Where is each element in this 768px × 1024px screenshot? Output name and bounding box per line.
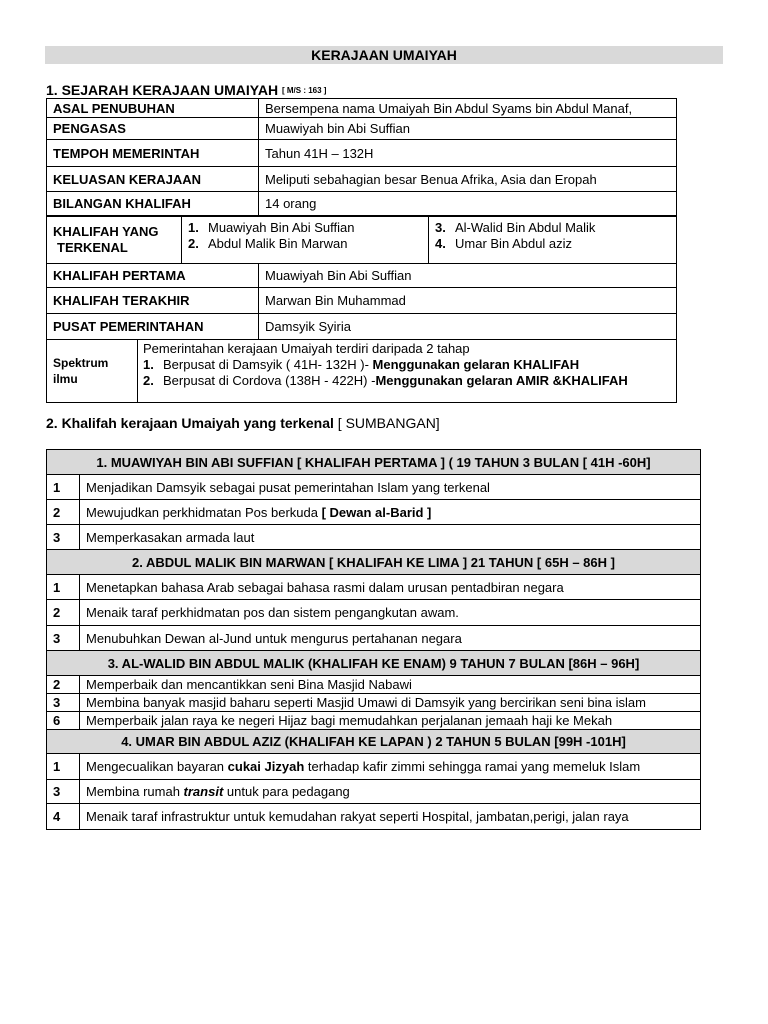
info-value: Meliputi sebahagian besar Benua Afrika, Asia dan Eropah	[259, 167, 677, 192]
contribution-text: Menaik taraf infrastruktur untuk kemudahan rakyat seperti Hospital, jambatan,perigi, jalan raya	[80, 804, 701, 830]
khalifah-terkenal-key: KHALIFAH YANG TERKENAL	[47, 217, 182, 264]
contribution-text: Membina rumah transit untuk para pedagang	[80, 780, 701, 804]
khalifah-group-header: 4. UMAR BIN ABDUL AZIZ (KHALIFAH KE LAPAN ) 2 TAHUN 5 BULAN [99H -101H]	[47, 730, 701, 754]
info-row	[47, 167, 677, 192]
info-row	[47, 288, 677, 314]
section1-page-ref: [ M/S : 163 ]	[281, 86, 327, 95]
table-row: 2 Menaik taraf perkhidmatan pos dan sistem pengangkutan awam.	[47, 600, 701, 626]
contribution-text: Memperbaik jalan raya ke negeri Hijaz bagi memudahkan perjalanan jemaah haji ke Mekah	[80, 712, 701, 730]
info-row	[47, 264, 677, 288]
info-key: ASAL PENUBUHAN	[47, 99, 259, 118]
info-row	[47, 118, 677, 140]
table-row: 3 Memperkasakan armada laut	[47, 525, 701, 550]
contribution-text: Mewujudkan perkhidmatan Pos berkuda [ Dewan al-Barid ]	[80, 500, 701, 525]
spektrum-item: 1. Berpusat di Damsyik ( 41H- 132H )- Menggunakan gelaran KHALIFAH	[143, 357, 580, 372]
table-row: 2 Memperbaik dan mencantikkan seni Bina Masjid Nabawi	[47, 676, 701, 694]
contributions-table	[46, 449, 701, 830]
spektrum-intro: Pemerintahan kerajaan Umaiyah terdiri daripada 2 tahap	[143, 341, 470, 356]
khalifah-list-item: 2. Abdul Malik Bin Marwan	[188, 236, 348, 251]
table-row: 1 Mengecualikan bayaran cukai Jizyah terhadap kafir zimmi sehingga ramai yang memeluk Islam	[47, 754, 701, 780]
section2-heading-rest: [ SUMBANGAN]	[333, 415, 440, 431]
info-value: 14 orang	[259, 192, 677, 216]
khalifah-list-item: 4. Umar Bin Abdul aziz	[435, 236, 573, 251]
table-row: 1 Menjadikan Damsyik sebagai pusat pemerintahan Islam yang terkenal	[47, 475, 701, 500]
info-table-2	[46, 263, 677, 340]
info-value: Bersempena nama Umaiyah Bin Abdul Syams bin Abdul Manaf,	[259, 99, 677, 118]
table-row: 1 Menetapkan bahasa Arab sebagai bahasa rasmi dalam urusan pentadbiran negara	[47, 575, 701, 600]
info-key: TEMPOH MEMERINTAH	[47, 140, 259, 167]
contribution-text: Menetapkan bahasa Arab sebagai bahasa rasmi dalam urusan pentadbiran negara	[80, 575, 701, 600]
khalifah-list-right	[429, 217, 677, 264]
khalifah-group-header: 2. ABDUL MALIK BIN MARWAN [ KHALIFAH KE LIMA ] 21 TAHUN [ 65H – 86H ]	[47, 550, 701, 575]
contribution-text: Memperkasakan armada laut	[80, 525, 701, 550]
info-value: Marwan Bin Muhammad	[259, 288, 677, 314]
info-value: Muawiyah bin Abi Suffian	[259, 118, 677, 140]
khalifah-list-left	[182, 217, 429, 264]
section2-heading-text: 2. Khalifah kerajaan Umaiyah yang terkenal	[46, 415, 334, 431]
info-value: Muawiyah Bin Abi Suffian	[259, 264, 677, 288]
info-key: PUSAT PEMERINTAHAN	[47, 314, 259, 340]
section1-heading-text: 1. SEJARAH KERAJAAN UMAIYAH	[46, 82, 279, 98]
page-title: KERAJAAN UMAIYAH	[45, 46, 723, 64]
contribution-text: Mengecualikan bayaran cukai Jizyah terhadap kafir zimmi sehingga ramai yang memeluk Islam	[80, 754, 701, 780]
info-key: KHALIFAH TERAKHIR	[47, 288, 259, 314]
table-row: 2 Mewujudkan perkhidmatan Pos berkuda [ Dewan al-Barid ]	[47, 500, 701, 525]
info-key: KELUASAN KERAJAAN	[47, 167, 259, 192]
table-row: 6 Memperbaik jalan raya ke negeri Hijaz bagi memudahkan perjalanan jemaah haji ke Mekah	[47, 712, 701, 730]
info-table	[46, 98, 677, 216]
section2-heading	[46, 415, 440, 431]
spektrum-key: Spektrum ilmu	[47, 340, 138, 403]
table-row: 3 Membina rumah transit untuk para pedagang	[47, 780, 701, 804]
info-row	[47, 99, 677, 118]
khalifah-group-header: 1. MUAWIYAH BIN ABI SUFFIAN [ KHALIFAH PERTAMA ] ( 19 TAHUN 3 BULAN [ 41H -60H]	[47, 450, 701, 475]
section1-heading	[46, 82, 326, 99]
contribution-text: Membina banyak masjid baharu seperti Masjid Umawi di Damsyik yang bercirikan seni bina islam	[80, 694, 701, 712]
spektrum-value	[138, 340, 677, 403]
info-key: BILANGAN KHALIFAH	[47, 192, 259, 216]
khalifah-group-header: 3. AL-WALID BIN ABDUL MALIK (KHALIFAH KE ENAM) 9 TAHUN 7 BULAN [86H – 96H]	[47, 651, 701, 676]
contribution-text: Menaik taraf perkhidmatan pos dan sistem pengangkutan awam.	[80, 600, 701, 626]
khalifah-terkenal-row	[46, 216, 677, 264]
info-key: PENGASAS	[47, 118, 259, 140]
contribution-text: Menjadikan Damsyik sebagai pusat pemerintahan Islam yang terkenal	[80, 475, 701, 500]
info-value: Damsyik Syiria	[259, 314, 677, 340]
info-row	[47, 314, 677, 340]
info-key: KHALIFAH PERTAMA	[47, 264, 259, 288]
table-row: 3 Membina banyak masjid baharu seperti Masjid Umawi di Damsyik yang bercirikan seni bina islam	[47, 694, 701, 712]
table-row: 3 Menubuhkan Dewan al-Jund untuk mengurus pertahanan negara	[47, 626, 701, 651]
khalifah-list-item: 1. Muawiyah Bin Abi Suffian	[188, 220, 355, 235]
khalifah-list-item: 3. Al-Walid Bin Abdul Malik	[435, 220, 596, 235]
info-row	[47, 192, 677, 216]
spektrum-item: 2. Berpusat di Cordova (138H - 422H) -Menggunakan gelaran AMIR &KHALIFAH	[143, 373, 628, 388]
table-row: 4 Menaik taraf infrastruktur untuk kemudahan rakyat seperti Hospital, jambatan,perigi, jalan raya	[47, 804, 701, 830]
spektrum-row	[46, 339, 677, 403]
info-value: Tahun 41H – 132H	[259, 140, 677, 167]
info-row	[47, 140, 677, 167]
contribution-text: Memperbaik dan mencantikkan seni Bina Masjid Nabawi	[80, 676, 701, 694]
contribution-text: Menubuhkan Dewan al-Jund untuk mengurus pertahanan negara	[80, 626, 701, 651]
